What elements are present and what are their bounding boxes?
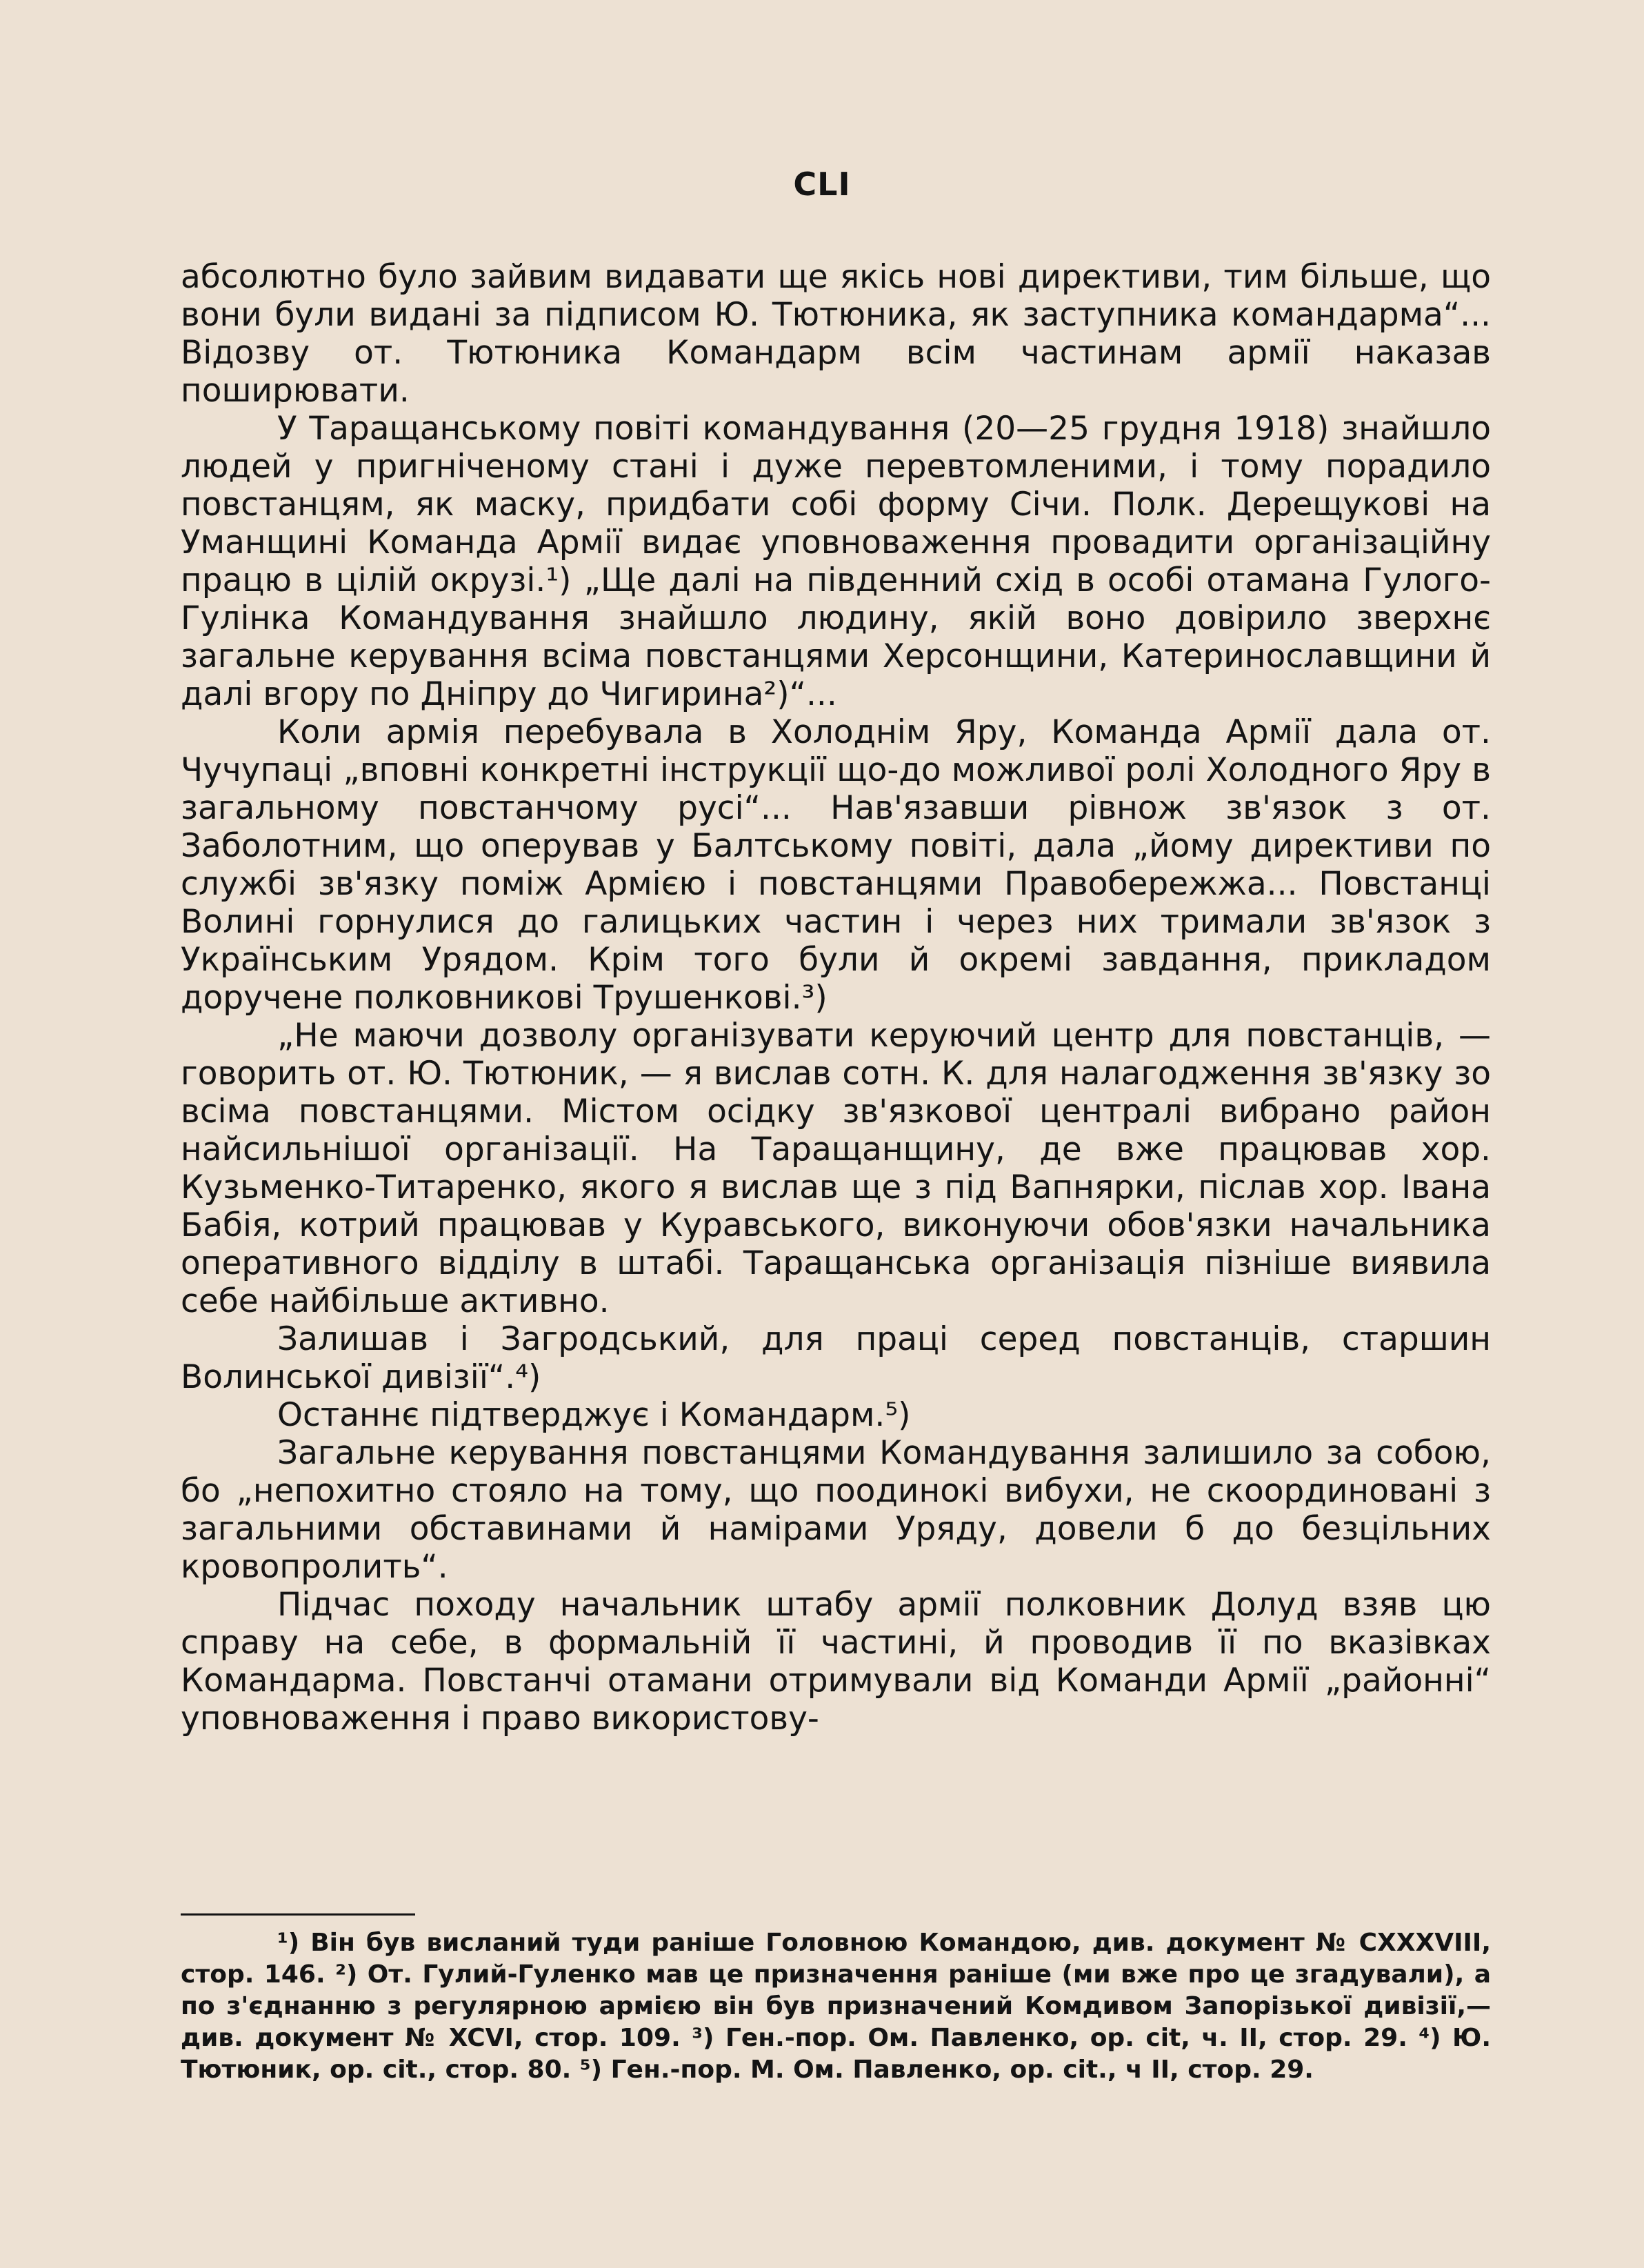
body-text bbox=[181, 258, 1491, 1738]
paragraph: Залишав і Загродський, для праці серед повстанців, старшин Волинської дивізії“.⁴) bbox=[181, 1320, 1491, 1396]
paragraph: Підчас походу начальник штабу армії полковник Долуд взяв цю справу на себе, в формальній її частині, й проводив її по вказівках Командарма. Повстанчі отамани отримували від Команди Армії „районні“ уповноваження і право використову- bbox=[181, 1586, 1491, 1738]
paragraph: Загальне керування повстанцями Командування залишило за собою, бо „непохитно стояло на тому, що поодинокі вибухи, не скоординовані з загальними обставинами й намірами Уряду, довели б до безцільних кровопролить“. bbox=[181, 1434, 1491, 1586]
paragraph: абсолютно було зайвим видавати ще якісь нові директиви, тим більше, що вони були видані за підписом Ю. Тютюника, як заступника командарма“... Відозву от. Тютюника Командарм всім частинам армії наказав поширювати. bbox=[181, 258, 1491, 410]
footnote-divider bbox=[181, 1913, 415, 1916]
paragraph: У Таращанському повіті командування (20—25 грудня 1918) знайшло людей у пригніченому стані і дуже перевтомленими, і тому порадило повстанцям, як маску, придбати собі форму Січи. Полк. Дерещукові на Уманщині Команда Армії видає уповноваження провадити організаційну працю в цілій окрузі.¹) „Ще далі на південний схід в особі отамана Гулого-Гулінка Командування знайшло людину, якій воно довірило зверхнє загальне керування всіма повстанцями Херсонщини, Катеринославщини й далі вгору по Дніпру до Чигирина²)“... bbox=[181, 410, 1491, 713]
page-number: CLI bbox=[793, 166, 851, 203]
paragraph: Коли армія перебувала в Холоднім Яру, Команда Армії дала от. Чучупаці „вповні конкретні інструкції що-до можливої ролі Холодного Яру в загальному повстанчому русі“... Нав'язавши рівнож зв'язок з от. Заболотним, що оперував у Балтському повіті, дала „йому директиви по службі зв'язку поміж Армією і повстанцями Правобережжа... Повстанці Волині горнулися до галицьких частин і через них тримали зв'язок з Українським Урядом. Крім того були й окремі завдання, прикладом доручене полковникові Трушенкові.³) bbox=[181, 713, 1491, 1017]
footnotes-text: ¹) Він був висланий туди раніше Головною Командою, див. документ № CXXXVIII, стор. 146. ²) От. Гулий-Гуленко мав це призначення раніше (ми вже про це згадували), а по з'єднанню з регулярною армією він був призначений Комдивом Запорізької дивізії,— див. документ № XCVI, стор. 109. ³) Ген.-пор. Ом. Павленко, op. cit, ч. II, стор. 29. ⁴) Ю. Тютюник, op. cit., стор. 80. ⁵) Ген.-пор. М. Ом. Павленко, op. cit., ч II, стор. 29. bbox=[181, 1929, 1491, 2084]
paragraph: „Не маючи дозволу організувати керуючий центр для повстанців, — говорить от. Ю. Тютюник, — я вислав сотн. К. для налагодження зв'язку зо всіма повстанцями. Містом осідку зв'язкової централі вибрано район найсильнішої організації. На Таращанщину, де вже працював хор. Кузьменко-Титаренко, якого я вислав ще з під Вапнярки, післав хор. Івана Бабія, котрий працював у Куравського, виконуючи обов'язки начальника оперативного відділу в штабі. Таращанська організація пізніше виявила себе найбільше активно. bbox=[181, 1017, 1491, 1320]
paragraph: Останнє підтверджує і Командарм.⁵) bbox=[277, 1396, 911, 1434]
footnotes bbox=[181, 1927, 1491, 2086]
